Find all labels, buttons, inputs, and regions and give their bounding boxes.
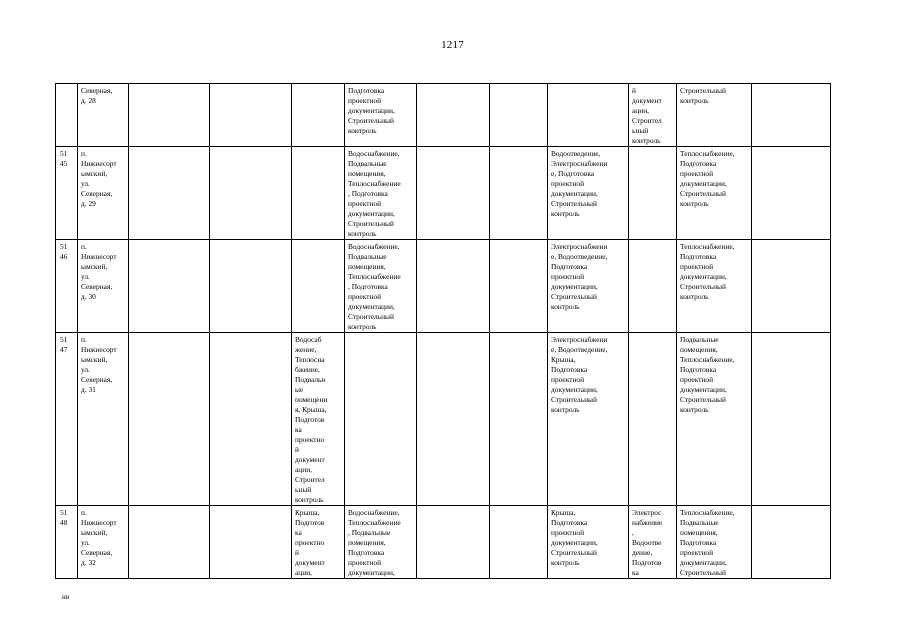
col8-cell bbox=[490, 333, 548, 506]
col6-cell: Подготовка проектной документации, Строительный контроль bbox=[345, 84, 417, 147]
col4-cell bbox=[210, 506, 292, 579]
table-row bbox=[56, 147, 831, 240]
col7-cell bbox=[417, 84, 490, 147]
address-cell: Северная, д. 28 bbox=[78, 84, 129, 147]
col6-cell: Водоснабжение, Подвальные помещения, Теплоснабжение , Подготовка проектной документации, Строительный контроль bbox=[345, 147, 417, 240]
col11-cell: Строительный контроль bbox=[677, 84, 752, 147]
col5-cell bbox=[292, 240, 345, 333]
col7-cell bbox=[417, 333, 490, 506]
col12-cell bbox=[752, 333, 831, 506]
col8-cell bbox=[490, 147, 548, 240]
col3-cell bbox=[129, 84, 210, 147]
col5-cell: Водосаб жение, Теплосна бжение, Подвальн ые помещени я, Крыша, Подготов ка проектно й документ ации, Строител ьный контроль bbox=[292, 333, 345, 506]
col10-cell bbox=[629, 240, 677, 333]
col12-cell bbox=[752, 240, 831, 333]
page-number: 1217 bbox=[441, 39, 464, 51]
table-row bbox=[56, 333, 831, 506]
col9-cell: Водоотведение, Электроснабжени е, Подготовка проектной документации, Строительный контроль bbox=[548, 147, 629, 240]
col11-cell: Теплоснабжение, Подготовка проектной документации, Строительный контроль bbox=[677, 147, 752, 240]
col5-cell bbox=[292, 84, 345, 147]
col11-cell: Подвальные помещения, Теплоснабжение, Подготовка проектной документации, Строительный контроль bbox=[677, 333, 752, 506]
col6-cell: Водоснабжение, Подвальные помещения, Теплоснабжение , Подготовка проектной документации, Строительный контроль bbox=[345, 240, 417, 333]
col4-cell bbox=[210, 333, 292, 506]
col9-cell: Электроснабжени е, Водоотведение, Крыша, Подготовка проектной документации, Строительный контроль bbox=[548, 333, 629, 506]
row-number-cell: 51 45 bbox=[56, 147, 78, 240]
address-cell: п. Нижнесорт ымский, ул. Северная, д. 29 bbox=[78, 147, 129, 240]
col11-cell: Теплоснабжение, Подготовка проектной документации, Строительный контроль bbox=[677, 240, 752, 333]
col10-cell bbox=[629, 147, 677, 240]
col11-cell: Теплоснабжение, Подвальные помещения, Подготовка проектной документации, Строительный bbox=[677, 506, 752, 579]
address-cell: п. Нижнесорт ымский, ул. Северная, д. 30 bbox=[78, 240, 129, 333]
col4-cell bbox=[210, 240, 292, 333]
col10-cell: Электрос набжение , Водоотве дение, Подготов ка bbox=[629, 506, 677, 579]
work-schedule-table bbox=[55, 83, 831, 579]
col3-cell bbox=[129, 147, 210, 240]
row-number-cell: 51 47 bbox=[56, 333, 78, 506]
row-number-cell: 51 46 bbox=[56, 240, 78, 333]
col8-cell bbox=[490, 240, 548, 333]
col8-cell bbox=[490, 506, 548, 579]
col10-cell: й документ ации, Строител ьный контроль bbox=[629, 84, 677, 147]
col5-cell bbox=[292, 147, 345, 240]
col6-cell bbox=[345, 333, 417, 506]
col9-cell bbox=[548, 84, 629, 147]
col6-cell: Водоснабжение, Теплоснабжение , Подвальные помещения, Подготовка проектной документации, bbox=[345, 506, 417, 579]
address-cell: п. Нижнесорт ымский, ул. Северная, д. 31 bbox=[78, 333, 129, 506]
col5-cell: Крыша, Подготов ка проектно й документ ации, bbox=[292, 506, 345, 579]
col12-cell bbox=[752, 84, 831, 147]
col7-cell bbox=[417, 147, 490, 240]
col4-cell bbox=[210, 147, 292, 240]
footer-mark: нн bbox=[62, 593, 70, 601]
col3-cell bbox=[129, 333, 210, 506]
col12-cell bbox=[752, 147, 831, 240]
col9-cell: Крыша, Подготовка проектной документации, Строительный контроль bbox=[548, 506, 629, 579]
table-row bbox=[56, 240, 831, 333]
col4-cell bbox=[210, 84, 292, 147]
col9-cell: Электроснабжени е, Водоотведение, Подготовка проектной документации, Строительный контроль bbox=[548, 240, 629, 333]
col7-cell bbox=[417, 240, 490, 333]
table-row bbox=[56, 84, 831, 147]
col8-cell bbox=[490, 84, 548, 147]
col7-cell bbox=[417, 506, 490, 579]
col12-cell bbox=[752, 506, 831, 579]
table-row bbox=[56, 506, 831, 579]
row-number-cell: 51 48 bbox=[56, 506, 78, 579]
col3-cell bbox=[129, 506, 210, 579]
address-cell: п. Нижнесорт ымский, ул. Северная, д. 32 bbox=[78, 506, 129, 579]
row-number-cell bbox=[56, 84, 78, 147]
col10-cell bbox=[629, 333, 677, 506]
col3-cell bbox=[129, 240, 210, 333]
